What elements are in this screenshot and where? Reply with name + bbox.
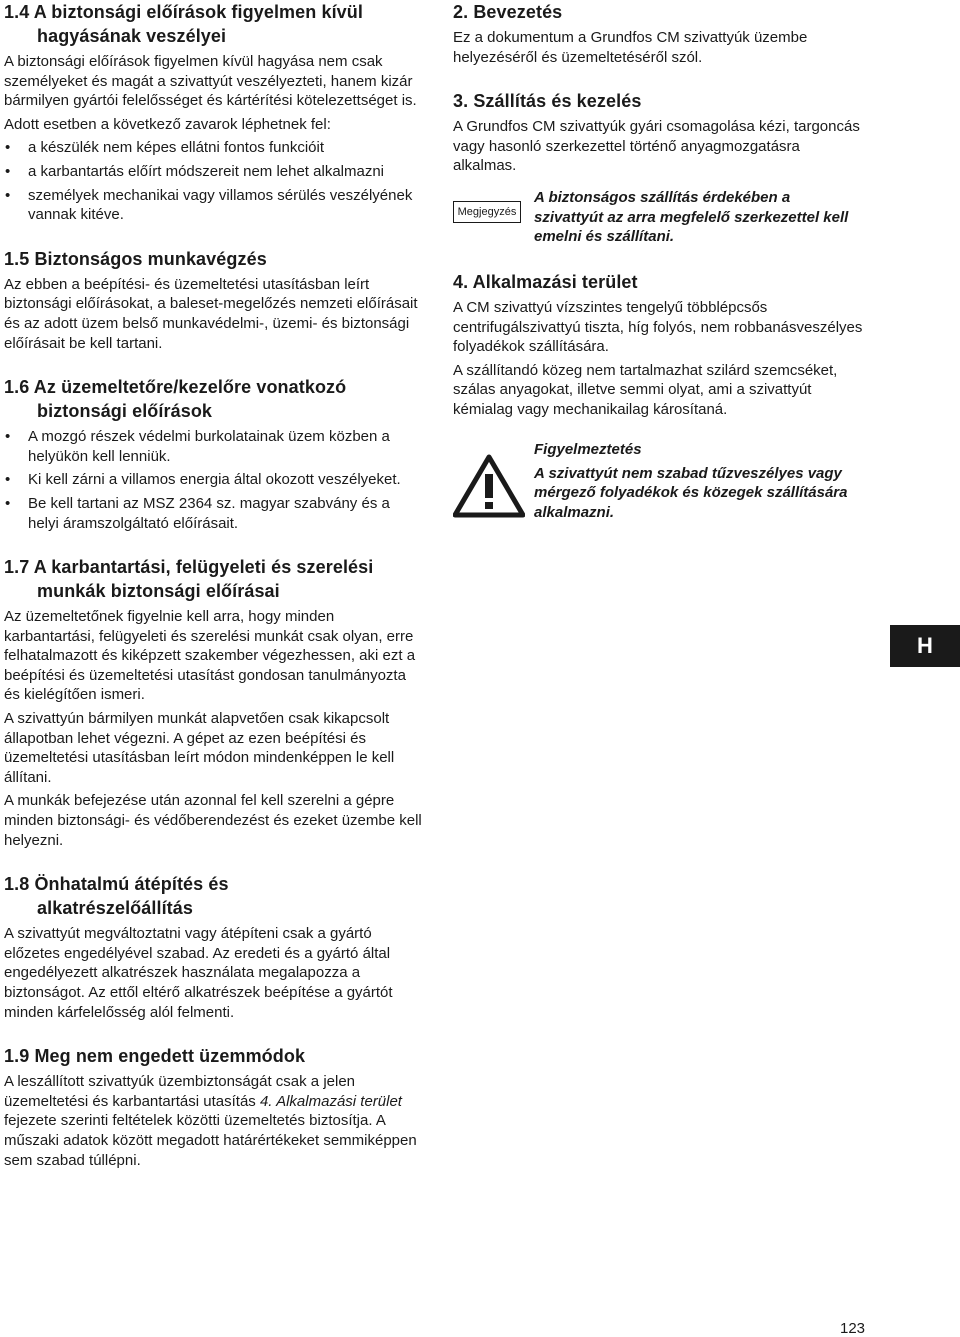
section-title: Meg nem engedett üzemmódok xyxy=(34,1046,306,1067)
paragraph: A biztonsági előírások figyelmen kívül hagyása nem csak személyeket és magát a szivattyút veszélyezteti, hanem kizár bármilyen gyártói felelősséget és kártérítési kötelezettséget is. xyxy=(4,53,417,110)
section-title-line1: A karbantartási, felügyeleti és szerelési xyxy=(33,557,374,578)
list-item: • a karbantartás előírt módszereit nem lehet alkalmazni xyxy=(5,162,385,180)
paragraph: A szivattyún bármilyen munkát alapvetően csak kikapcsolt állapotban lehet végezni. A gépet az ezen beépítési és üzemeltetési utasításban leírt módon mindenképpen le kell állítani. xyxy=(4,710,395,786)
paragraph: A Grundfos CM szivattyúk gyári csomagolása kézi, targoncás vagy hasonló szerkezettel történő anyagmozgatásra alkalmas. xyxy=(453,118,860,175)
paragraph: A CM szivattyú vízszintes tengelyű többlépcsős centrifugálszivattyú tiszta, híg folyós, nem robbanásveszélyes folyadékok szállítására. xyxy=(453,298,863,356)
note-block xyxy=(453,188,863,248)
right-column xyxy=(453,0,863,530)
section-1-5 xyxy=(4,247,422,353)
page-number: 123 xyxy=(840,1320,866,1337)
section-1-4 xyxy=(4,0,422,225)
language-tab: H xyxy=(890,625,960,667)
list-item: • A mozgó részek védelmi burkolatainak üzem közben a helyükön kell lenniük. xyxy=(5,428,390,465)
bullet-list xyxy=(4,138,422,224)
section-title-line2: munkák biztonsági előírásai xyxy=(37,581,280,602)
section-number: 4. xyxy=(453,271,469,292)
section-number: 1.5 xyxy=(4,248,30,269)
section-title-line2: biztonsági előírások xyxy=(37,401,213,422)
left-column xyxy=(4,0,422,1170)
list-item: • a készülék nem képes ellátni fontos funkcióit xyxy=(5,139,324,157)
cross-reference: 4. Alkalmazási terület xyxy=(259,1092,402,1110)
paragraph: A szivattyút megváltoztatni vagy átépíteni csak a gyártó előzetes engedélyével szabad. Az eredeti és a gyártó által engedélyezett alkatrészek használata megalapozza a biztonságot. Az ettől eltérő alkatrészek beépítése a gyártót minden kárfelelősség alól felmenti. xyxy=(4,925,393,1021)
section-number: 3. xyxy=(453,91,469,112)
paragraph: Adott esetben a következő zavarok léphetnek fel: xyxy=(4,115,331,133)
section-3 xyxy=(453,89,863,248)
section-heading xyxy=(453,89,863,113)
paragraph: A munkák befejezése után azonnal fel kell szerelni a gépre minden biztonsági- és védőberendezést és ezeket üzembe kell helyezni. xyxy=(4,792,422,849)
section-heading xyxy=(4,872,422,920)
note-text: A biztonságos szállítás érdekében a szivattyút az arra megfelelő szerkezettel kell emelni és szállítani. xyxy=(534,188,849,246)
paragraph: A leszállított szivattyúk üzembiztonságát csak a jelen üzemeltetési és karbantartási utasítás 4. Alkalmazási terület fejezete szerinti feltételek közötti üzemeltetés biztosítja. A műszaki adatok között megadott határértékeket semmiképpen sem szabad túllépni. xyxy=(4,1073,417,1169)
section-heading xyxy=(4,0,422,48)
list-item: • Be kell tartani az MSZ 2364 sz. magyar szabvány és a helyi áramszolgáltató előírásait. xyxy=(5,494,390,532)
section-number: 1.7 xyxy=(4,557,30,578)
list-item: • személyek mechanikai vagy villamos sérülés veszélyének vannak kitéve. xyxy=(5,186,413,224)
paragraph: Az ebben a beépítési- és üzemeltetési utasításban leírt biztonsági előírásokat, a baleset-megelőzés nemzeti előírásait és az adott üzem belső munkavédelmi-, üzemi- és biztonsági előírásait be kell tartani. xyxy=(4,275,418,352)
section-title-line2: hagyásának veszélyei xyxy=(37,26,227,46)
paragraph: Ez a dokumentum a Grundfos CM szivattyúk üzembe helyezéséről és üzemeltetéséről szól. xyxy=(453,29,808,66)
list-item: • Ki kell zárni a villamos energia által okozott veszélyeket. xyxy=(5,471,401,489)
section-number: 1.4 xyxy=(4,2,30,22)
section-heading xyxy=(4,247,422,271)
section-title-line1: Az üzemeltetőre/kezelőre vonatkozó xyxy=(33,377,347,398)
section-2 xyxy=(453,0,863,67)
section-title: Alkalmazási terület xyxy=(472,271,638,292)
warning-block xyxy=(453,440,863,530)
warning-text: A szivattyút nem szabad tűzveszélyes vagy mérgező folyadékok és közegek szállítására alkalmazni. xyxy=(534,464,848,521)
section-number: 1.8 xyxy=(4,874,30,895)
bullet-list xyxy=(4,427,422,533)
paragraph: A szállítandó közeg nem tartalmazhat szilárd szemcséket, szálas anyagokat, illetve semmi olyat, ami a szivattyút kémialag vagy mechanikailag károsítaná. xyxy=(453,361,838,418)
warning-title: Figyelmeztetés xyxy=(534,440,642,458)
section-title: Szállítás és kezelés xyxy=(473,91,642,112)
section-number: 1.6 xyxy=(4,377,30,398)
section-heading xyxy=(453,0,863,24)
section-title-line1: A biztonsági előírások figyelmen kívül xyxy=(33,2,363,22)
section-1-6 xyxy=(4,375,422,533)
section-title-line1: Önhatalmú átépítés és xyxy=(34,874,229,895)
section-heading xyxy=(453,270,863,294)
section-number: 2. xyxy=(453,2,469,22)
section-1-7 xyxy=(4,555,422,850)
section-number: 1.9 xyxy=(4,1046,30,1067)
paragraph: Az üzemeltetőnek figyelnie kell arra, hogy minden karbantartási, felügyeleti és szerelési munkát csak olyan, erre felhatalmazott és kiképzett szakember végezhessen, aki ezt a beépítési és üzemeltetési utasítást gondosan tanulmányozta és kielégítően ismeri. xyxy=(4,608,416,704)
section-4 xyxy=(453,270,863,530)
section-title-line2: alkatrészelőállítás xyxy=(37,898,193,919)
section-1-9 xyxy=(4,1044,422,1170)
section-heading xyxy=(4,375,422,423)
warning-triangle-icon xyxy=(453,454,525,518)
section-heading xyxy=(4,1044,422,1068)
section-title: Biztonságos munkavégzés xyxy=(34,248,267,269)
note-label: Megjegyzés xyxy=(453,201,521,223)
section-heading xyxy=(4,555,422,603)
section-1-8 xyxy=(4,872,422,1022)
section-title: Bevezetés xyxy=(473,2,563,22)
